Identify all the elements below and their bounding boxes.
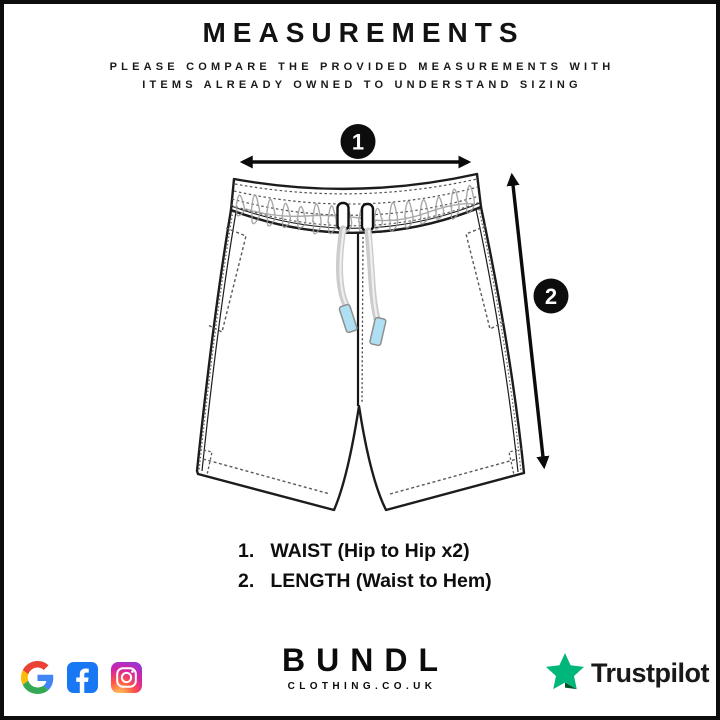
legend-item-length <box>228 566 491 596</box>
trustpilot-star-icon <box>543 651 587 695</box>
legend-text: WAIST (Hip to Hip x2) <box>270 540 470 562</box>
subtitle-line-2: ITEMS ALREADY OWNED TO UNDERSTAND SIZING <box>142 79 582 91</box>
legend-item-waist <box>228 536 491 566</box>
badge-2-label: 2 <box>544 284 558 309</box>
legend-number: 2. <box>238 570 255 592</box>
page-title: MEASUREMENTS <box>202 17 525 48</box>
page-subtitle <box>0 58 720 94</box>
right-eyelet <box>362 204 373 231</box>
measurement-legend <box>228 536 491 596</box>
marker-1-badge <box>341 124 376 159</box>
badge-1-label: 1 <box>351 129 365 155</box>
subtitle-line-1: PLEASE COMPARE THE PROVIDED MEASUREMENTS WITH <box>109 61 615 73</box>
shorts-body-outline <box>197 207 524 510</box>
marker-2-badge <box>534 279 569 314</box>
brand-name: BUNDL <box>282 642 449 678</box>
legend-number: 1. <box>238 540 255 562</box>
trustpilot-logo[interactable] <box>543 651 709 695</box>
shorts-drawing <box>197 174 524 510</box>
brand-domain: CLOTHING.CO.UK <box>287 681 437 692</box>
header <box>0 17 720 94</box>
legend-text: LENGTH (Waist to Hem) <box>270 570 492 592</box>
trustpilot-wordmark: Trustpilot <box>591 657 709 688</box>
